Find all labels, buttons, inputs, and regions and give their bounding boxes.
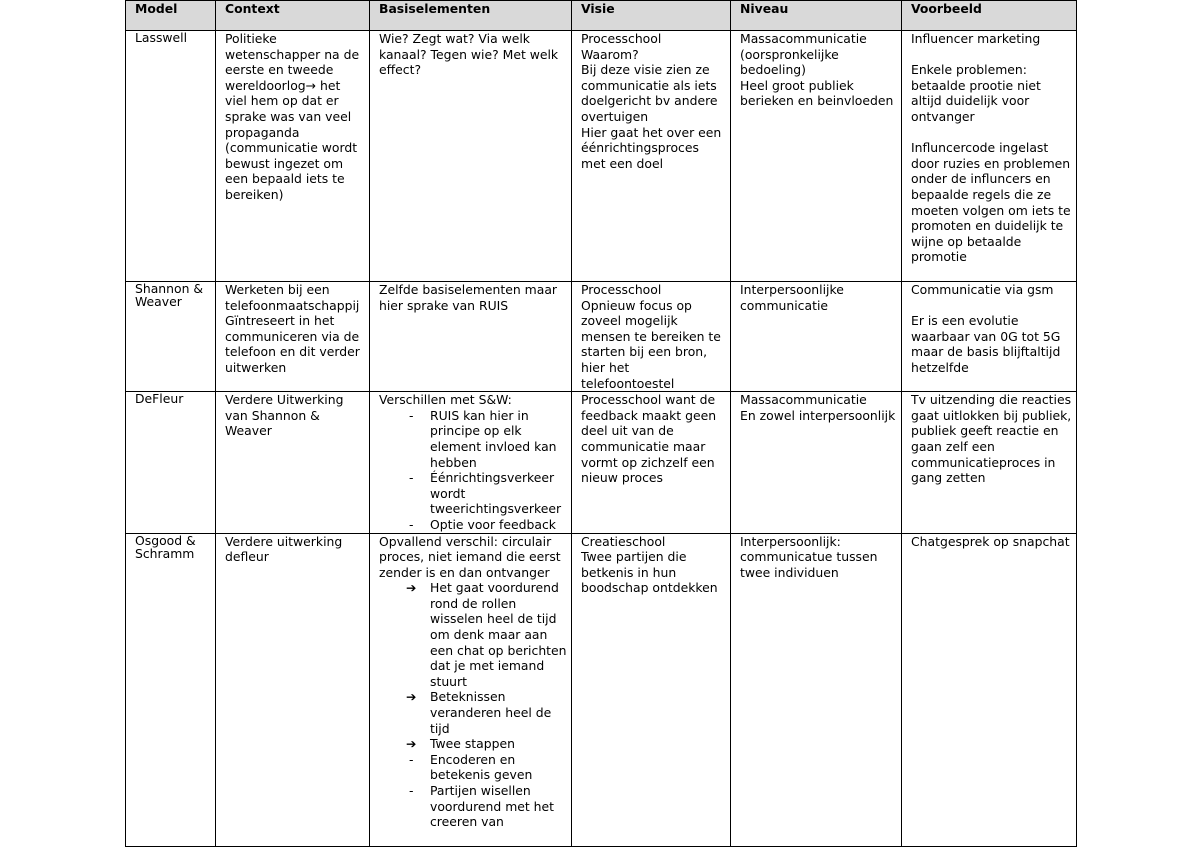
cell-basiselementen <box>370 392 572 533</box>
cell-model: Osgood & Schramm <box>126 533 216 846</box>
list-item-text: Beteknissen veranderen heel de tijd <box>430 689 552 736</box>
comparison-table <box>125 0 1077 847</box>
visie-line: Creatieschool <box>581 533 666 549</box>
table-header <box>126 1 1077 31</box>
list-item <box>379 580 567 689</box>
list-item <box>379 470 567 517</box>
list-item-text: Optie voor feedback <box>430 516 556 532</box>
cell-model: Shannon & Weaver <box>126 282 216 392</box>
paragraph-spacer <box>911 47 1072 63</box>
cell-basiselementen: Wie? Zegt wat? Via welk kanaal? Tegen wie? Met welk effect? <box>370 31 572 282</box>
list-item <box>379 783 567 830</box>
cell-niveau <box>731 533 902 846</box>
cell-context: Verdere uitwerking defleur <box>216 533 370 846</box>
visie-line: Twee partijen die betkenis in hun boodschap ontdekken <box>581 549 718 596</box>
cell-voorbeeld <box>902 282 1077 392</box>
basis-list <box>379 580 567 830</box>
cell-context: Politieke wetenschapper na de eerste en tweede wereldoorlog→ het viel hem op dat er sprake was van veel propaganda (communicatie wordt bewust ingezet om een bepaald iets te bereiken) <box>216 31 370 282</box>
voorbeeld-line: Enkele problemen: betaalde prootie niet altijd duidelijk voor ontvanger <box>911 62 1041 124</box>
niveau-line: En zowel interpersoonlijk <box>740 407 896 423</box>
niveau-line: Interpersoonlijke communicatie <box>740 282 844 313</box>
dash-bullet: - <box>409 751 414 767</box>
header-row <box>126 1 1077 31</box>
paragraph-spacer <box>911 298 1072 314</box>
voorbeeld-line: Influencer marketing <box>911 31 1041 46</box>
cell-visie <box>572 282 731 392</box>
cell-model: DeFleur <box>126 392 216 533</box>
niveau-line: Massacommunicatie (oorspronkelijke bedoeling) <box>740 31 867 78</box>
arrow-right-icon: ➔ <box>406 689 417 705</box>
basis-intro: Verschillen met S&W: <box>379 392 512 408</box>
list-item-text: Het gaat voordurend rond de rollen wisselen heel de tijd om denk maar aan een chat op berichten dat je met iemand stuurt <box>430 580 567 689</box>
table-row <box>126 282 1077 392</box>
list-item-text: Twee stappen <box>430 736 515 752</box>
header-basiselementen: Basiselementen <box>370 1 572 31</box>
cell-niveau <box>731 31 902 282</box>
cell-context: Werketen bij een telefoonmaatschappij Gïntreseert in het communiceren via de telefoon en dit verder uitwerken <box>216 282 370 392</box>
list-item <box>379 736 567 752</box>
table-body <box>126 31 1077 847</box>
header-niveau: Niveau <box>731 1 902 31</box>
dash-bullet: - <box>409 470 414 486</box>
paragraph-spacer <box>911 125 1072 141</box>
list-item-text: Partijen wisellen voordurend met het creeren van <box>430 783 555 830</box>
cell-visie <box>572 392 731 533</box>
list-item <box>379 408 567 470</box>
niveau-line: Massacommunicatie <box>740 392 867 408</box>
arrow-right-icon: ➔ <box>406 580 417 596</box>
list-item-text: RUIS kan hier in principe op elk element invloed kan hebben <box>430 407 557 470</box>
list-item <box>379 517 567 533</box>
list-item-text: Encoderen en betekenis geven <box>430 751 533 783</box>
header-model: Model <box>126 1 216 31</box>
cell-niveau <box>731 392 902 533</box>
voorbeeld-line: Tv uitzending die reacties gaat uitlokken bij publiek, publiek geeft reactie en gaan zelf een communicatieproces in gang zetten <box>911 392 1072 486</box>
cell-visie <box>572 31 731 282</box>
visie-line: Opnieuw focus op zoveel mogelijk mensen te bereiken te starten bij een bron, hier het telefoontoestel <box>581 297 721 391</box>
niveau-line: Interpersoonlijk: communicatue tussen twee individuen <box>740 533 878 580</box>
voorbeeld-line: Communicatie via gsm <box>911 282 1054 297</box>
list-item <box>379 752 567 783</box>
table-row <box>126 31 1077 282</box>
visie-line: Processchool <box>581 282 662 297</box>
table-row <box>126 533 1077 846</box>
cell-voorbeeld <box>902 31 1077 282</box>
cell-basiselementen: Zelfde basiselementen maar hier sprake van RUIS <box>370 282 572 392</box>
visie-line: Waarom? <box>581 46 639 62</box>
voorbeeld-line: Influncercode ingelast door ruzies en problemen onder de influncers en bepaalde regels die ze moeten volgen om iets te promoten en duidelijk te wijne op betaalde promotie <box>911 140 1071 265</box>
dash-bullet: - <box>409 407 414 423</box>
cell-visie <box>572 533 731 846</box>
cell-niveau <box>731 282 902 392</box>
arrow-right-icon: ➔ <box>406 736 417 752</box>
visie-line: Processchool <box>581 31 662 46</box>
header-context: Context <box>216 1 370 31</box>
cell-voorbeeld <box>902 392 1077 533</box>
voorbeeld-line: Er is een evolutie waarbaar van 0G tot 5G maar de basis blijftaltijd hetzelfde <box>911 313 1061 375</box>
cell-context: Verdere Uitwerking van Shannon & Weaver <box>216 392 370 533</box>
list-item-text: Éénrichtingsverkeer wordt tweerichtingsverkeer <box>430 470 562 517</box>
basis-intro: Opvallend verschil: circulair proces, niet iemand die eerst zender is en dan ontvanger <box>379 533 561 580</box>
list-item <box>379 689 567 736</box>
visie-line: Processchool want de feedback maakt geen deel uit van de communicatie maar vormt op zichzelf een nieuw proces <box>581 392 717 486</box>
header-voorbeeld: Voorbeeld <box>902 1 1077 31</box>
niveau-line: Heel groot publiek berieken en beinvloeden <box>740 77 894 109</box>
cell-voorbeeld <box>902 533 1077 846</box>
header-visie: Visie <box>572 1 731 31</box>
cell-model: Lasswell <box>126 31 216 282</box>
table-row <box>126 392 1077 533</box>
voorbeeld-line: Chatgesprek op snapchat <box>911 533 1070 549</box>
dash-bullet: - <box>409 516 414 532</box>
dash-bullet: - <box>409 783 414 798</box>
visie-line: Bij deze visie zien ze communicatie als iets doelgericht bv andere overtuigen <box>581 62 718 124</box>
visie-line: Hier gaat het over een éénrichtingsproces met een doel <box>581 124 722 171</box>
basis-list <box>379 408 567 533</box>
cell-basiselementen <box>370 533 572 846</box>
